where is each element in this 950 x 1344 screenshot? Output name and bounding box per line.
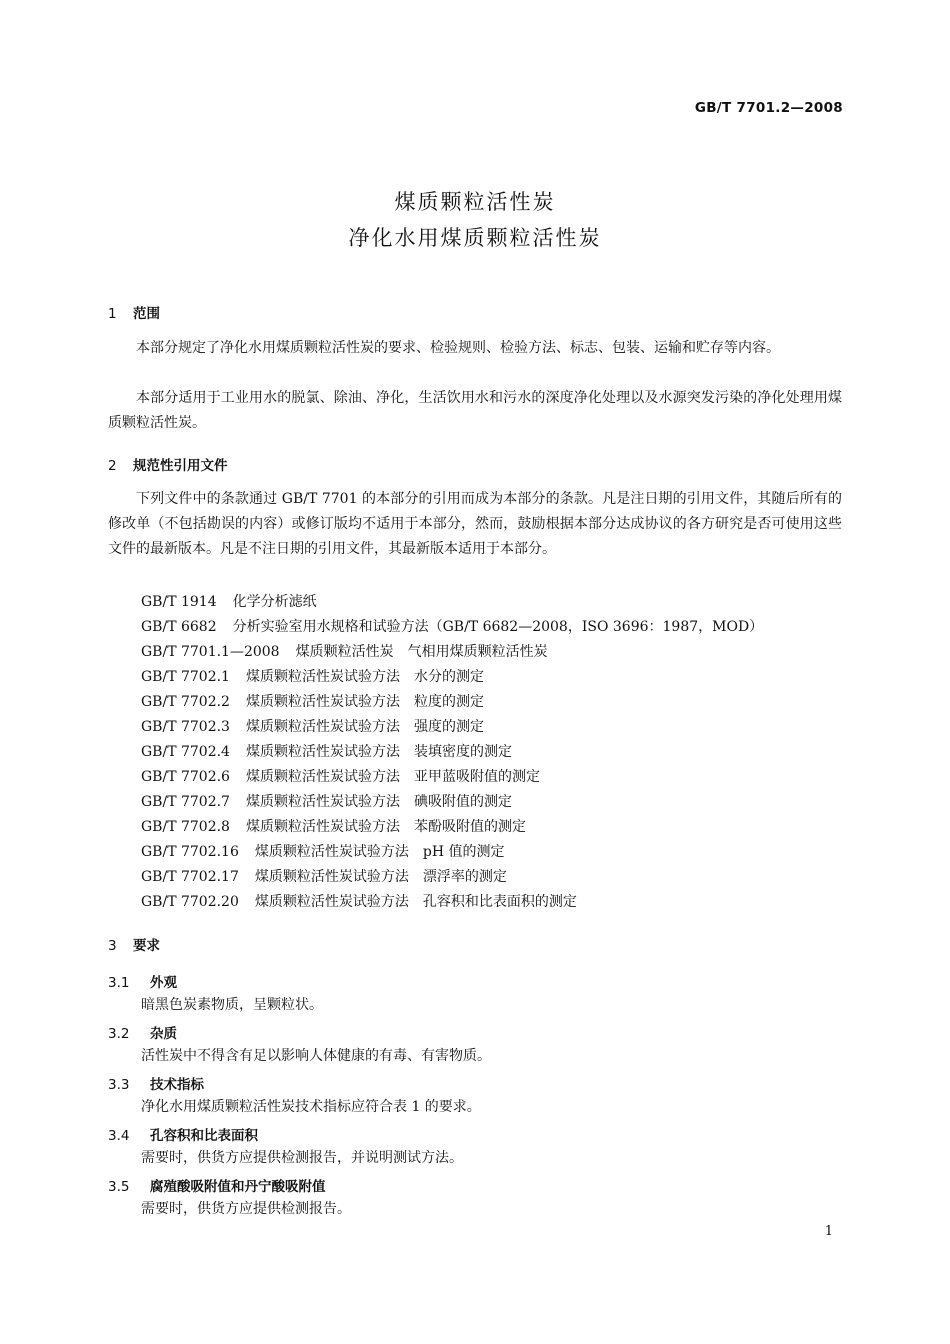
reference-code: GB/T 1914 bbox=[141, 594, 217, 610]
reference-item bbox=[141, 615, 763, 640]
reference-title: 煤质颗粒活性炭试验方法 粒度的测定 bbox=[245, 694, 484, 710]
reference-title: 煤质颗粒活性炭试验方法 装填密度的测定 bbox=[245, 744, 512, 760]
section-number: 1 bbox=[108, 306, 117, 322]
reference-item bbox=[141, 815, 526, 840]
subsection-title: 杂质 bbox=[150, 1026, 177, 1042]
subsection-number: 3.4 bbox=[108, 1128, 130, 1144]
reference-code: GB/T 6682 bbox=[141, 619, 217, 635]
reference-title: 煤质颗粒活性炭试验方法 pH 值的测定 bbox=[254, 844, 505, 860]
reference-code: GB/T 7702.6 bbox=[141, 769, 230, 785]
reference-title: 煤质颗粒活性炭试验方法 碘吸附值的测定 bbox=[245, 794, 512, 810]
subsection-title: 孔容积和比表面积 bbox=[150, 1128, 258, 1144]
document-title-line1: 煤质颗粒活性炭 bbox=[394, 190, 556, 214]
reference-item bbox=[141, 790, 512, 815]
reference-title: 煤质颗粒活性炭试验方法 漂浮率的测定 bbox=[254, 869, 507, 885]
subsection-heading bbox=[108, 1022, 177, 1042]
subsection-number: 3.3 bbox=[108, 1077, 130, 1093]
page-number: 1 bbox=[824, 1224, 833, 1239]
reference-title: 化学分析滤纸 bbox=[232, 594, 317, 610]
reference-item bbox=[141, 890, 577, 915]
section-title: 规范性引用文件 bbox=[133, 458, 228, 474]
reference-code: GB/T 7702.20 bbox=[141, 894, 239, 910]
reference-item bbox=[141, 865, 507, 890]
section-2-paragraph: 下列文件中的条款通过 GB/T 7701 的本部分的引用而成为本部分的条款。凡是注日期的引用文件，其随后所有的修改单（不包括勘误的内容）或修订版均不适用于本部分，然而，鼓励根据本部分达成协议的各方研究是否可使用这些文件的最新版本。凡是不注日期的引用文件，其最新版本适用于本部分。 bbox=[108, 491, 842, 557]
reference-code: GB/T 7702.1 bbox=[141, 669, 230, 685]
reference-code: GB/T 7701.1—2008 bbox=[141, 644, 280, 660]
document-title-line2: 净化水用煤质颗粒活性炭 bbox=[348, 226, 602, 250]
reference-code: GB/T 7702.16 bbox=[141, 844, 239, 860]
reference-code: GB/T 7702.4 bbox=[141, 744, 230, 760]
subsection-heading bbox=[108, 1175, 326, 1195]
reference-item bbox=[141, 690, 484, 715]
section-number: 3 bbox=[108, 938, 117, 954]
reference-item bbox=[141, 840, 505, 865]
subsection-heading bbox=[108, 1073, 204, 1093]
subsection-title: 外观 bbox=[150, 975, 177, 991]
section-2-heading bbox=[108, 454, 228, 474]
subsection-title: 技术指标 bbox=[150, 1077, 204, 1093]
subsection-number: 3.5 bbox=[108, 1179, 130, 1195]
reference-item bbox=[141, 590, 317, 615]
reference-code: GB/T 7702.17 bbox=[141, 869, 239, 885]
reference-item bbox=[141, 640, 548, 665]
reference-title: 煤质颗粒活性炭 气相用煤质颗粒活性炭 bbox=[295, 644, 548, 660]
reference-title: 分析实验室用水规格和试验方法（GB/T 6682—2008，ISO 3696：1987，MOD） bbox=[232, 619, 764, 635]
section-1-paragraph-2: 本部分适用于工业用水的脱氯、除油、净化，生活饮用水和污水的深度净化处理以及水源突发污染的净化处理用煤质颗粒活性炭。 bbox=[108, 390, 842, 431]
subsection-text: 净化水用煤质颗粒活性炭技术指标应符合表 1 的要求。 bbox=[141, 1099, 481, 1115]
section-number: 2 bbox=[108, 458, 117, 474]
reference-item bbox=[141, 740, 512, 765]
reference-title: 煤质颗粒活性炭试验方法 孔容积和比表面积的测定 bbox=[254, 894, 577, 910]
reference-title: 煤质颗粒活性炭试验方法 水分的测定 bbox=[245, 669, 484, 685]
subsection-text: 活性炭中不得含有足以影响人体健康的有毒、有害物质。 bbox=[141, 1048, 491, 1064]
reference-code: GB/T 7702.8 bbox=[141, 819, 230, 835]
subsection-text: 需要时，供货方应提供检测报告，并说明测试方法。 bbox=[141, 1150, 463, 1166]
subsection-number: 3.2 bbox=[108, 1026, 130, 1042]
reference-title: 煤质颗粒活性炭试验方法 亚甲蓝吸附值的测定 bbox=[245, 769, 540, 785]
reference-item bbox=[141, 665, 484, 690]
reference-item bbox=[141, 765, 540, 790]
section-1-heading bbox=[108, 302, 160, 322]
reference-title: 煤质颗粒活性炭试验方法 苯酚吸附值的测定 bbox=[245, 819, 526, 835]
section-3-heading bbox=[108, 934, 160, 954]
subsection-number: 3.1 bbox=[108, 975, 130, 991]
subsection-title: 腐殖酸吸附值和丹宁酸吸附值 bbox=[150, 1179, 326, 1195]
section-title: 范围 bbox=[133, 306, 160, 322]
document-code: GB/T 7701.2—2008 bbox=[694, 100, 843, 116]
reference-code: GB/T 7702.3 bbox=[141, 719, 230, 735]
reference-code: GB/T 7702.7 bbox=[141, 794, 230, 810]
subsection-heading bbox=[108, 971, 177, 991]
section-title: 要求 bbox=[133, 938, 160, 954]
reference-code: GB/T 7702.2 bbox=[141, 694, 230, 710]
reference-title: 煤质颗粒活性炭试验方法 强度的测定 bbox=[245, 719, 484, 735]
reference-item bbox=[141, 715, 484, 740]
subsection-text: 暗黑色炭素物质，呈颗粒状。 bbox=[141, 997, 323, 1013]
section-1-paragraph-1: 本部分规定了净化水用煤质颗粒活性炭的要求、检验规则、检验方法、标志、包装、运输和贮存等内容。 bbox=[136, 340, 780, 356]
subsection-heading bbox=[108, 1124, 258, 1144]
subsection-text: 需要时，供货方应提供检测报告。 bbox=[141, 1201, 351, 1217]
